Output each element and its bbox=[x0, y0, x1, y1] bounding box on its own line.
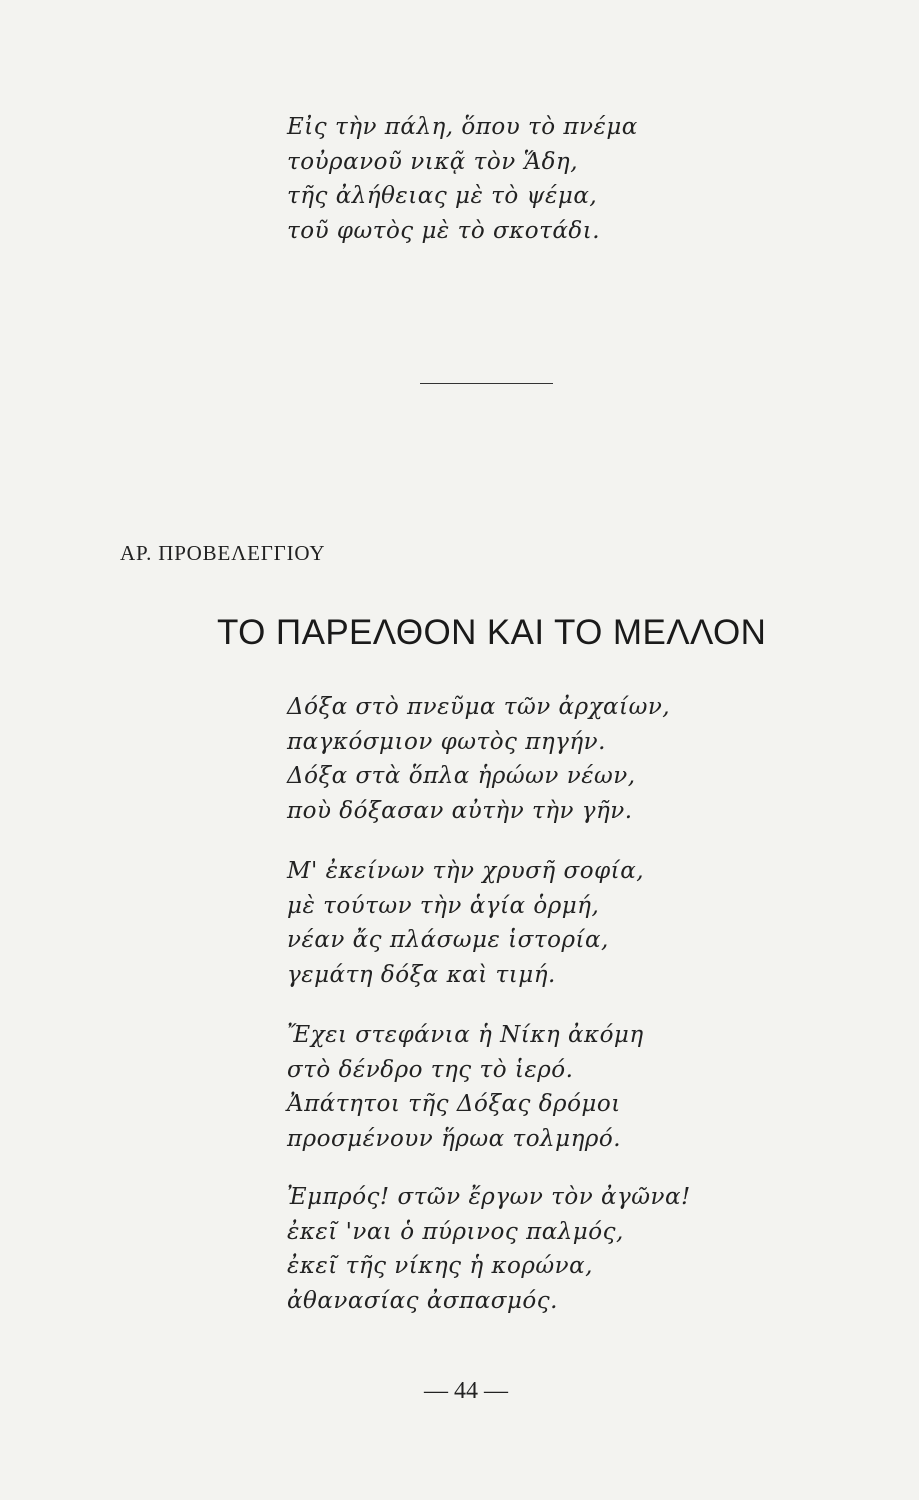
verse-line: στὸ δένδρο της τὸ ἱερό. bbox=[287, 1056, 574, 1083]
verse-line: ἐκεῖ τῆς νίκης ἡ κορώνα, bbox=[287, 1253, 593, 1279]
verse-line: Δόξα στὰ ὅπλα ἡρώων νέων, bbox=[287, 763, 636, 789]
verse-line: τοὐρανοῦ νικᾷ τὸν Ἅδη, bbox=[287, 148, 579, 175]
verse-line: Ἔχει στεφάνια ἡ Νίκη ἀκόμη bbox=[287, 1022, 644, 1048]
verse-line: γεμάτη δόξα καὶ τιμή. bbox=[287, 961, 556, 988]
stanza-1 bbox=[287, 690, 670, 828]
stanza-4 bbox=[287, 1180, 691, 1318]
verse-line: Δόξα στὸ πνεῦμα τῶν ἀρχαίων, bbox=[287, 694, 671, 720]
verse-line: ποὺ δόξασαν αὐτὴν τὴν γῆν. bbox=[287, 797, 633, 824]
verse-line: Ἐμπρός! στῶν ἔργων τὸν ἀγῶνα! bbox=[287, 1184, 691, 1210]
verse-line: ἀθανασίας ἀσπασμός. bbox=[287, 1287, 558, 1314]
verse-line: προσμένουν ἥρωα τολμηρό. bbox=[287, 1125, 622, 1152]
section-divider bbox=[420, 383, 553, 384]
verse-line: παγκόσμιον φωτὸς πηγήν. bbox=[287, 728, 606, 755]
verse-line: τοῦ φωτὸς μὲ τὸ σκοτάδι. bbox=[287, 217, 601, 244]
verse-line: τῆς ἀλήθειας μὲ τὸ ψέμα, bbox=[287, 183, 598, 209]
stanza-3 bbox=[287, 1018, 644, 1156]
page-number: — 44 — bbox=[424, 1378, 508, 1404]
author-name: ΑΡ. ΠΡΟΒΕΛΕΓΓΙΟΥ bbox=[120, 541, 326, 565]
verse-line: νέαν ἄς πλάσωμε ἱστορία, bbox=[287, 927, 609, 953]
top-stanza bbox=[287, 110, 638, 248]
verse-line: ἐκεῖ 'ναι ὁ πύρινος παλμός, bbox=[287, 1218, 624, 1245]
verse-line: μὲ τούτων τὴν ἁγία ὁρμή, bbox=[287, 892, 600, 919]
verse-line: Ἀπάτητοι τῆς Δόξας δρόμοι bbox=[287, 1091, 621, 1117]
verse-line: Εἰς τὴν πάλη, ὅπου τὸ πνέμα bbox=[287, 114, 638, 140]
stanza-2 bbox=[287, 854, 644, 992]
poem-title: ΤΟ ΠΑΡΕΛΘΟΝ ΚΑΙ ΤΟ ΜΕΛΛΟΝ bbox=[217, 613, 767, 652]
verse-line: Μ' ἐκείνων τὴν χρυσῆ σοφία, bbox=[287, 858, 645, 884]
